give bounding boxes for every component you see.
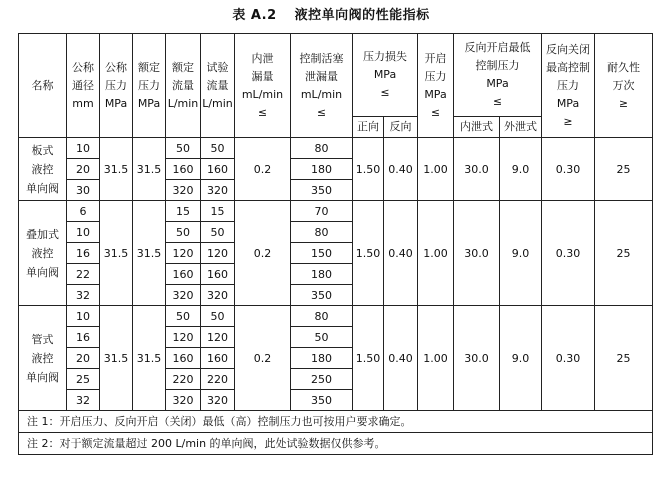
table-row (19, 201, 653, 222)
nominal-bore-cell: 20 (67, 348, 100, 369)
opening-pressure-cell: 1.00 (418, 306, 454, 411)
note-row (19, 433, 653, 455)
test-flow-cell: 160 (201, 348, 235, 369)
opening-pressure-cell: 1.00 (418, 138, 454, 201)
header-external-drain: 外泄式 (500, 117, 542, 138)
table-title (0, 4, 662, 23)
piston-leak-cell: 150 (291, 243, 353, 264)
valve-type-name: 管式 液控 单向阀 (19, 306, 67, 411)
test-flow-cell: 120 (201, 327, 235, 348)
test-flow-cell: 320 (201, 390, 235, 411)
rated-flow-cell: 160 (166, 159, 201, 180)
loss-forward-cell: 1.50 (353, 306, 384, 411)
nominal-bore-cell: 20 (67, 159, 100, 180)
rated-flow-cell: 160 (166, 348, 201, 369)
loss-forward-cell: 1.50 (353, 138, 384, 201)
header-test-flow: 试验 流量 L/min (201, 34, 235, 138)
rated-flow-cell: 120 (166, 327, 201, 348)
loss-forward-cell: 1.50 (353, 201, 384, 306)
piston-leak-cell: 80 (291, 138, 353, 159)
nominal-bore-cell: 30 (67, 180, 100, 201)
rated-flow-cell: 50 (166, 222, 201, 243)
durability-cell: 25 (595, 201, 653, 306)
rated-flow-cell: 50 (166, 306, 201, 327)
table-note: 注 1：开启压力、反向开启（关闭）最低（高）控制压力也可按用户要求确定。 (19, 411, 653, 433)
test-flow-cell: 320 (201, 285, 235, 306)
piston-leak-cell: 50 (291, 327, 353, 348)
test-flow-cell: 220 (201, 369, 235, 390)
header-rated-flow: 额定 流量 L/min (166, 34, 201, 138)
loss-reverse-cell: 0.40 (384, 201, 418, 306)
nominal-pressure-cell: 31.5 (100, 201, 133, 306)
header-internal-leak: 内泄 漏量 mL/min ≤ (235, 34, 291, 138)
rated-flow-cell: 320 (166, 390, 201, 411)
piston-leak-cell: 70 (291, 201, 353, 222)
header-loss-forward: 正向 (353, 117, 384, 138)
nominal-bore-cell: 10 (67, 222, 100, 243)
piston-leak-cell: 350 (291, 285, 353, 306)
test-flow-cell: 15 (201, 201, 235, 222)
durability-cell: 25 (595, 306, 653, 411)
header-piston-leak: 控制活塞 泄漏量 mL/min ≤ (291, 34, 353, 138)
loss-reverse-cell: 0.40 (384, 138, 418, 201)
nominal-bore-cell: 10 (67, 306, 100, 327)
header-reverse-close-max: 反向关闭 最高控制 压力 MPa ≥ (542, 34, 595, 138)
rated-flow-cell: 320 (166, 180, 201, 201)
header-rated-pressure: 额定 压力 MPa (133, 34, 166, 138)
note-row (19, 411, 653, 433)
table-caption: 液控单向阀的性能指标 (294, 8, 430, 23)
valve-type-name: 板式 液控 单向阀 (19, 138, 67, 201)
nominal-bore-cell: 16 (67, 327, 100, 348)
piston-leak-cell: 350 (291, 390, 353, 411)
piston-leak-cell: 180 (291, 159, 353, 180)
rated-pressure-cell: 31.5 (133, 201, 166, 306)
internal-leak-cell: 0.2 (235, 138, 291, 201)
nominal-pressure-cell: 31.5 (100, 138, 133, 201)
piston-leak-cell: 350 (291, 180, 353, 201)
nominal-bore-cell: 32 (67, 285, 100, 306)
header-row (19, 34, 653, 117)
rated-flow-cell: 15 (166, 201, 201, 222)
header-internal-drain: 内泄式 (454, 117, 500, 138)
external-drain-cell: 9.0 (500, 201, 542, 306)
piston-leak-cell: 250 (291, 369, 353, 390)
header-name: 名称 (19, 34, 67, 138)
piston-leak-cell: 180 (291, 348, 353, 369)
close-max-cell: 0.30 (542, 201, 595, 306)
test-flow-cell: 160 (201, 159, 235, 180)
table-number: 表 A.2 (232, 8, 277, 23)
test-flow-cell: 120 (201, 243, 235, 264)
performance-table (18, 33, 653, 455)
test-flow-cell: 50 (201, 138, 235, 159)
close-max-cell: 0.30 (542, 306, 595, 411)
nominal-bore-cell: 32 (67, 390, 100, 411)
piston-leak-cell: 80 (291, 222, 353, 243)
internal-leak-cell: 0.2 (235, 306, 291, 411)
test-flow-cell: 320 (201, 180, 235, 201)
rated-pressure-cell: 31.5 (133, 306, 166, 411)
internal-drain-cell: 30.0 (454, 201, 500, 306)
header-nominal-bore: 公称 通径 mm (67, 34, 100, 138)
rated-flow-cell: 320 (166, 285, 201, 306)
rated-flow-cell: 50 (166, 138, 201, 159)
header-reverse-open-min: 反向开启最低 控制压力 MPa ≤ (454, 34, 542, 117)
rated-flow-cell: 220 (166, 369, 201, 390)
header-opening-pressure: 开启 压力 MPa ≤ (418, 34, 454, 138)
external-drain-cell: 9.0 (500, 306, 542, 411)
piston-leak-cell: 180 (291, 264, 353, 285)
nominal-bore-cell: 16 (67, 243, 100, 264)
internal-leak-cell: 0.2 (235, 201, 291, 306)
table-row (19, 138, 653, 159)
rated-flow-cell: 120 (166, 243, 201, 264)
nominal-pressure-cell: 31.5 (100, 306, 133, 411)
loss-reverse-cell: 0.40 (384, 306, 418, 411)
nominal-bore-cell: 10 (67, 138, 100, 159)
rated-flow-cell: 160 (166, 264, 201, 285)
external-drain-cell: 9.0 (500, 138, 542, 201)
header-pressure-loss: 压力损失 MPa ≤ (353, 34, 418, 117)
nominal-bore-cell: 22 (67, 264, 100, 285)
piston-leak-cell: 80 (291, 306, 353, 327)
table-row (19, 306, 653, 327)
internal-drain-cell: 30.0 (454, 138, 500, 201)
close-max-cell: 0.30 (542, 138, 595, 201)
durability-cell: 25 (595, 138, 653, 201)
internal-drain-cell: 30.0 (454, 306, 500, 411)
test-flow-cell: 50 (201, 306, 235, 327)
test-flow-cell: 160 (201, 264, 235, 285)
header-durability: 耐久性 万次 ≥ (595, 34, 653, 138)
header-loss-reverse: 反向 (384, 117, 418, 138)
valve-type-name: 叠加式 液控 单向阀 (19, 201, 67, 306)
opening-pressure-cell: 1.00 (418, 201, 454, 306)
table-note: 注 2：对于额定流量超过 200 L/min 的单向阀，此处试验数据仅供参考。 (19, 433, 653, 455)
test-flow-cell: 50 (201, 222, 235, 243)
rated-pressure-cell: 31.5 (133, 138, 166, 201)
nominal-bore-cell: 6 (67, 201, 100, 222)
header-nominal-pressure: 公称 压力 MPa (100, 34, 133, 138)
nominal-bore-cell: 25 (67, 369, 100, 390)
